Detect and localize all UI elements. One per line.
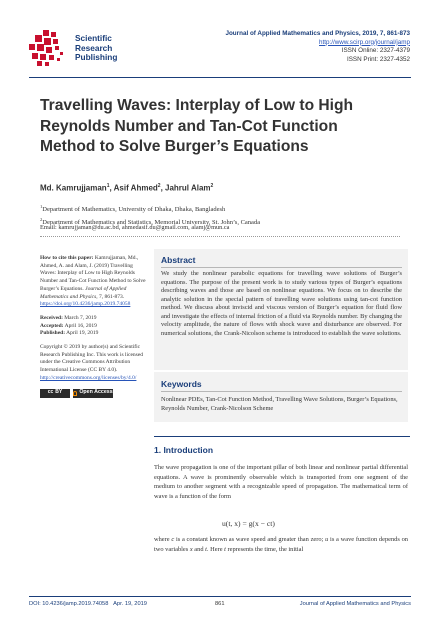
keywords-heading: Keywords xyxy=(161,379,202,389)
abstract-text: We study the nonlinear parabolic equations for travelling wave solutions of Burger’s equations. The purpose of the present work is to study various types of Burger’s equations describing waves and those are based on nonlinear equations. We focus on to describe the analytic solution in the special pattern of travelling wave solutions using tan-cot function method. We discuss about inviscid and viscous version of Burger’s equation for fluid flow and investigate the effects of internal friction of a fluid via Reynolds number. By changing the velocity amplitude, the nature of flows with shock wave and disturbance are observed. For numerical solutions, the Crank-Nicolson scheme is introduced to establish the wave solutions. xyxy=(161,270,402,337)
article-title: Travelling Waves: Interplay of Low to High Reynolds Number and Tan-Cot Function Method to Solve Burger’s Equations xyxy=(40,97,354,156)
wave-equation: u(t, x) = g(x − ct) xyxy=(222,519,275,528)
section-divider xyxy=(40,236,400,237)
copyright-notice: Copyright © 2019 by author(s) and Scientific Research Publishing Inc. This work is licensed under the Creative Commons Attribution International License (CC BY 4.0). http://creativecommons.org/licenses/by/4.0/ xyxy=(40,344,144,381)
license-badges xyxy=(40,389,150,398)
header-divider xyxy=(29,77,411,78)
open-access-badge: Open Access xyxy=(73,389,113,398)
intro-paragraph: where c is a constant known as wave speed and greater than zero; u is a wave function depends on two variables x and t. Here t represents the time, the initial xyxy=(154,536,408,553)
footer-journal: Journal of Applied Mathematics and Physics xyxy=(299,601,411,607)
author-name: Jahrul Alam xyxy=(165,183,211,193)
publisher-name: Scientific Research Publishing xyxy=(75,33,118,63)
journal-url-link[interactable]: http://www.scirp.org/journal/jamp xyxy=(319,38,410,46)
open-lock-icon xyxy=(73,391,77,396)
intro-divider xyxy=(154,436,410,437)
author-emails: Email: kamrujjaman@du.ac.bd, ahmedasif.du@gmail.com, alamj@mun.ca xyxy=(40,224,230,231)
issn-online: ISSN Online: 2327-4379 xyxy=(341,47,410,55)
journal-info xyxy=(225,30,410,64)
how-to-cite: How to cite this paper: Kamrujjaman, Md., Ahmed, A. and Alam, J. (2019) Travelling Waves: Interplay of Low to High Reynolds Number and Tan-Cot Function Method to Solve Burger’s Equations. Journal of Applied Mathematics and Physics, 7, 861-873. https://doi.org/10.4236/jamp.2019.74058 xyxy=(40,255,146,308)
license-link[interactable]: http://creativecommons.org/licenses/by/4.0/ xyxy=(40,374,137,381)
journal-citation: Journal of Applied Mathematics and Physics, 2019, 7, 861-873 xyxy=(225,30,410,37)
publisher-logo-icon xyxy=(29,30,73,68)
affiliation-item: $^2$Department of Mathematics and Statistics, Memorial University, St. John’s, Canada xyxy=(40,216,261,226)
intro-paragraph: The wave propagation is one of the important pillar of both linear and nonlinear partial differential equations. A wave is prominently observable which is transported from one segment of the medium to another segment with a recognizable speed of propagation. The mathematical term of wave is a function of the form xyxy=(154,464,408,500)
sidebar xyxy=(40,255,150,398)
abstract-box xyxy=(154,249,408,370)
abstract-divider xyxy=(161,267,402,268)
footer-doi: DOI: 10.4236/jamp.2019.74058 xyxy=(29,601,109,607)
page-number: 861 xyxy=(215,601,225,607)
section-heading-introduction: 1. Introduction xyxy=(154,445,214,455)
dates: Received: March 7, 2019 Accepted: April 16, 2019 Published: April 19, 2019 xyxy=(40,314,99,337)
author-name: Asif Ahmed xyxy=(113,183,158,193)
author-name: Md. Kamrujjaman xyxy=(40,183,107,193)
issn-print: ISSN Print: 2327-4352 xyxy=(346,55,410,63)
keywords-divider xyxy=(161,391,402,392)
keywords-box xyxy=(154,372,408,422)
keywords-text: Nonlinear PDEs, Tan-Cot Function Method, Travelling Wave Solutions, Burger’s Equations, Reynolds Number, Crank-Nicolson Scheme xyxy=(161,396,398,412)
cc-icon: cc xyxy=(47,389,54,396)
cc-by-badge[interactable]: cc BY xyxy=(40,389,70,398)
author-list: Md. Kamrujjaman$^1$, Asif Ahmed$^2$, Jahrul Alam$^2$ xyxy=(40,183,214,193)
abstract-heading: Abstract xyxy=(161,255,196,265)
footer-date: Apr. 19, 2019 xyxy=(113,601,147,607)
doi-link[interactable]: https://doi.org/10.4236/jamp.2019.74058 xyxy=(40,301,131,308)
affiliation-item: $^1$Department of Mathematics, University of Dhaka, Dhaka, Bangladesh xyxy=(40,204,226,214)
footer-divider xyxy=(29,596,411,597)
